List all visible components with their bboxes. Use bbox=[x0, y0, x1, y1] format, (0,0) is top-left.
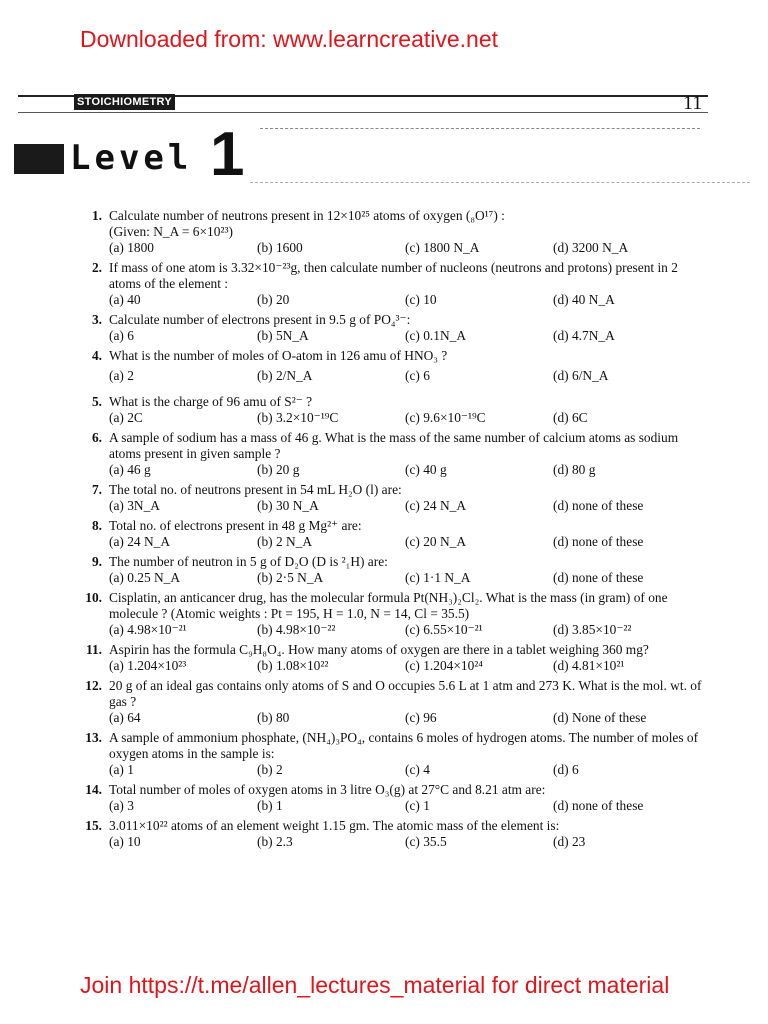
option-c: (c) 1.204×10²⁴ bbox=[405, 658, 483, 673]
option-c: (c) 35.5 bbox=[405, 834, 447, 849]
question-10 bbox=[72, 590, 712, 638]
options-row bbox=[109, 328, 712, 344]
options-row bbox=[109, 368, 712, 384]
option-a: (a) 6 bbox=[109, 328, 134, 343]
option-c: (c) 96 bbox=[405, 710, 437, 725]
question-12 bbox=[72, 678, 712, 726]
options-row bbox=[109, 462, 712, 478]
options-row bbox=[109, 498, 712, 514]
level-word: Level bbox=[70, 138, 193, 178]
option-d: (d) 40 N_A bbox=[553, 292, 615, 307]
question-given: (Given: N_A = 6×10²³) bbox=[109, 224, 233, 239]
decorative-dashes-lower bbox=[250, 182, 750, 183]
question-8 bbox=[72, 518, 712, 550]
question-number: 2. bbox=[91, 260, 102, 275]
question-2 bbox=[72, 260, 712, 308]
option-c: (c) 6.55×10⁻²¹ bbox=[405, 622, 483, 637]
question-text: What is the number of moles of O-atom in 126 amu of HNO₃ ? bbox=[109, 348, 448, 363]
download-source-banner: Downloaded from: www.learncreative.net bbox=[80, 26, 499, 52]
question-number: 8. bbox=[91, 518, 102, 533]
question-number: 11. bbox=[86, 642, 102, 657]
option-c: (c) 6 bbox=[405, 368, 430, 383]
option-b: (b) 4.98×10⁻²² bbox=[257, 622, 336, 637]
option-a: (a) 10 bbox=[109, 834, 141, 849]
option-b: (b) 2.3 bbox=[257, 834, 293, 849]
question-number: 10. bbox=[85, 590, 102, 605]
option-b: (b) 3.2×10⁻¹⁹C bbox=[257, 410, 339, 425]
option-d: (d) 4.81×10²¹ bbox=[553, 658, 625, 673]
question-text: A sample of ammonium phosphate, (NH₄)₃PO₄, contains 6 moles of hydrogen atoms. The number of moles of oxygen atoms in the sample is: bbox=[109, 730, 699, 761]
option-a: (a) 1800 bbox=[109, 240, 154, 255]
option-b: (b) 20 g bbox=[257, 462, 300, 477]
option-a: (a) 40 bbox=[109, 292, 141, 307]
question-number: 7. bbox=[91, 482, 102, 497]
option-b: (b) 2 N_A bbox=[257, 534, 313, 549]
options-row bbox=[109, 710, 712, 726]
options-row bbox=[109, 658, 712, 674]
option-c: (c) 40 g bbox=[405, 462, 447, 477]
option-c: (c) 1·1 N_A bbox=[405, 570, 471, 585]
header-rule-secondary bbox=[18, 112, 708, 113]
option-b: (b) 20 bbox=[257, 292, 290, 307]
question-number: 1. bbox=[91, 208, 102, 223]
option-c: (c) 9.6×10⁻¹⁹C bbox=[405, 410, 486, 425]
option-b: (b) 30 N_A bbox=[257, 498, 319, 513]
option-b: (b) 2·5 N_A bbox=[257, 570, 324, 585]
question-4 bbox=[72, 348, 712, 384]
option-a: (a) 1.204×10²³ bbox=[109, 658, 187, 673]
option-d: (d) 3.85×10⁻²² bbox=[553, 622, 632, 637]
option-d: (d) 6C bbox=[553, 410, 588, 425]
question-number: 12. bbox=[85, 678, 102, 693]
level-heading bbox=[14, 120, 254, 189]
option-c: (c) 0.1N_A bbox=[405, 328, 466, 343]
options-row bbox=[109, 534, 712, 550]
option-a: (a) 4.98×10⁻²¹ bbox=[109, 622, 187, 637]
options-row bbox=[109, 570, 712, 586]
question-number: 4. bbox=[91, 348, 102, 363]
option-b: (b) 5N_A bbox=[257, 328, 309, 343]
option-b: (b) 2 bbox=[257, 762, 283, 777]
question-number: 3. bbox=[91, 312, 102, 327]
option-a: (a) 3 bbox=[109, 798, 134, 813]
level-number: 1 bbox=[210, 120, 245, 189]
question-11 bbox=[72, 642, 712, 674]
options-row bbox=[109, 762, 712, 778]
question-text: The number of neutron in 5 g of D₂O (D is ²₁H) are: bbox=[109, 554, 388, 569]
level-bar-decoration bbox=[14, 144, 64, 174]
question-6 bbox=[72, 430, 712, 478]
options-row bbox=[109, 240, 712, 256]
question-text: Cisplatin, an anticancer drug, has the molecular formula Pt(NH₃)₂Cl₂. What is the mass (in gram) of one molecule ? (Atomic weights : Pt = 195, H = 1.0, N = 14, Cl = 35.5) bbox=[109, 590, 668, 621]
question-number: 13. bbox=[85, 730, 102, 745]
question-text: 3.011×10²² atoms of an element weight 1.15 gm. The atomic mass of the element is: bbox=[109, 818, 560, 833]
option-b: (b) 1.08×10²² bbox=[257, 658, 329, 673]
option-c: (c) 24 N_A bbox=[405, 498, 466, 513]
option-d: (d) none of these bbox=[553, 534, 644, 549]
option-a: (a) 24 N_A bbox=[109, 534, 170, 549]
option-b: (b) 80 bbox=[257, 710, 290, 725]
question-9 bbox=[72, 554, 712, 586]
option-c: (c) 20 N_A bbox=[405, 534, 466, 549]
option-a: (a) 64 bbox=[109, 710, 141, 725]
options-row bbox=[109, 410, 712, 426]
page-number: 11 bbox=[683, 92, 703, 114]
option-b: (b) 1 bbox=[257, 798, 283, 813]
option-d: (d) 6/N_A bbox=[553, 368, 609, 383]
option-d: (d) none of these bbox=[553, 498, 644, 513]
option-d: (d) 6 bbox=[553, 762, 579, 777]
option-c: (c) 1 bbox=[405, 798, 430, 813]
option-d: (d) 4.7N_A bbox=[553, 328, 615, 343]
question-text: What is the charge of 96 amu of S²⁻ ? bbox=[109, 394, 313, 409]
telegram-link-banner[interactable]: Join https://t.me/allen_lectures_material for direct material bbox=[80, 972, 670, 998]
options-row bbox=[109, 834, 712, 850]
option-d: (d) 80 g bbox=[553, 462, 596, 477]
section-tag: STOICHIOMETRY bbox=[74, 94, 175, 110]
option-c: (c) 10 bbox=[405, 292, 437, 307]
option-a: (a) 2 bbox=[109, 368, 134, 383]
question-text: Total number of moles of oxygen atoms in 3 litre O₃(g) at 27°C and 8.21 atm are: bbox=[109, 782, 546, 797]
option-d: (d) none of these bbox=[553, 570, 644, 585]
question-text: A sample of sodium has a mass of 46 g. What is the mass of the same number of calcium atoms as sodium atoms present in given sample ? bbox=[109, 430, 679, 461]
question-text: Calculate number of electrons present in 9.5 g of PO₄³⁻: bbox=[109, 312, 411, 327]
option-d: (d) none of these bbox=[553, 798, 644, 813]
question-text: Aspirin has the formula C₉H₈O₄. How many atoms of oxygen are there in a tablet weighing 360 mg? bbox=[109, 642, 649, 657]
question-7 bbox=[72, 482, 712, 514]
option-d: (d) 23 bbox=[553, 834, 586, 849]
question-text: The total no. of neutrons present in 54 mL H₂O (l) are: bbox=[109, 482, 402, 497]
question-14 bbox=[72, 782, 712, 814]
options-row bbox=[109, 798, 712, 814]
option-a: (a) 3N_A bbox=[109, 498, 160, 513]
question-number: 9. bbox=[91, 554, 102, 569]
options-row bbox=[109, 292, 712, 308]
option-c: (c) 1800 N_A bbox=[405, 240, 480, 255]
question-13 bbox=[72, 730, 712, 778]
question-text: Calculate number of neutrons present in 12×10²⁵ atoms of oxygen (₈O¹⁷) : bbox=[109, 208, 505, 223]
option-c: (c) 4 bbox=[405, 762, 430, 777]
option-a: (a) 1 bbox=[109, 762, 134, 777]
option-a: (a) 46 g bbox=[109, 462, 151, 477]
option-a: (a) 0.25 N_A bbox=[109, 570, 181, 585]
question-list bbox=[72, 208, 712, 854]
question-15 bbox=[72, 818, 712, 850]
question-number: 6. bbox=[91, 430, 102, 445]
question-text: If mass of one atom is 3.32×10⁻²³g, then calculate number of nucleons (neutrons and protons) present in 2 atoms of the element : bbox=[109, 260, 678, 291]
question-text: 20 g of an ideal gas contains only atoms of S and O occupies 5.6 L at 1 atm and 273 K. What is the mol. wt. of gas ? bbox=[109, 678, 702, 709]
question-number: 5. bbox=[91, 394, 102, 409]
option-a: (a) 2C bbox=[109, 410, 143, 425]
option-d: (d) None of these bbox=[553, 710, 647, 725]
options-row bbox=[109, 622, 712, 638]
option-b: (b) 2/N_A bbox=[257, 368, 313, 383]
question-number: 14. bbox=[85, 782, 102, 797]
decorative-dashes bbox=[260, 128, 700, 129]
question-number: 15. bbox=[85, 818, 102, 833]
question-3 bbox=[72, 312, 712, 344]
option-b: (b) 1600 bbox=[257, 240, 303, 255]
question-text: Total no. of electrons present in 48 g Mg²⁺ are: bbox=[109, 518, 362, 533]
question-5 bbox=[72, 394, 712, 426]
question-1 bbox=[72, 208, 712, 256]
option-d: (d) 3200 N_A bbox=[553, 240, 629, 255]
